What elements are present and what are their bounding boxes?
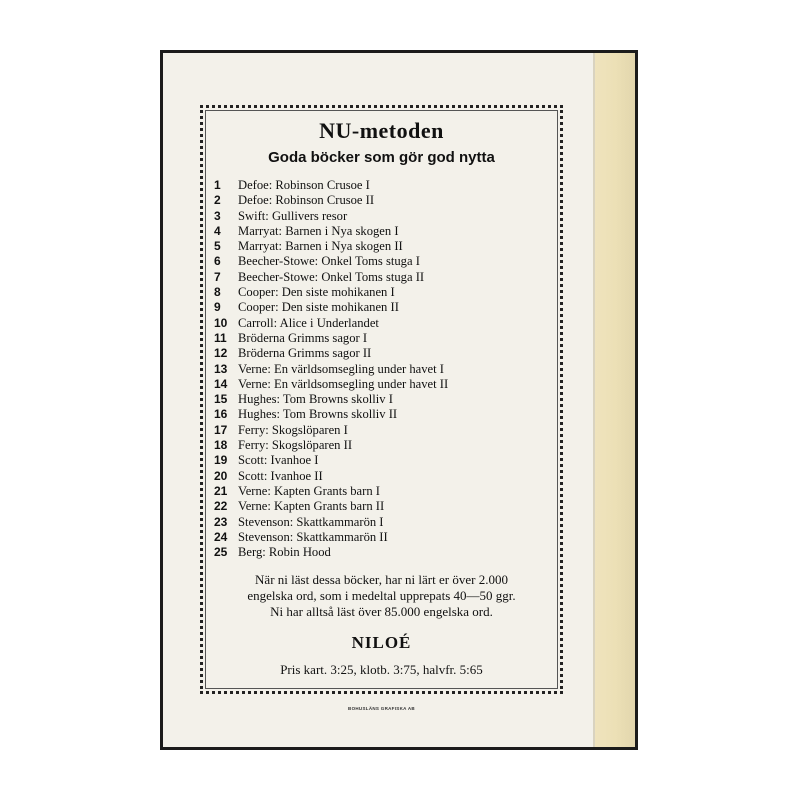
book-list-item [214, 254, 554, 269]
book-title: Swift: Gullivers resor [238, 208, 348, 223]
book-number: 6 [214, 254, 221, 269]
book-title: Cooper: Den siste mohikanen I [238, 285, 395, 300]
book-title: Verne: En världsomsegling under havet II [238, 376, 449, 391]
book-number: 9 [214, 300, 221, 315]
price-line: Pris kart. 3:25, klotb. 3:75, halvfr. 5:65 [280, 662, 483, 677]
book-number: 8 [214, 285, 221, 300]
book-number: 4 [214, 223, 221, 238]
book-number: 25 [214, 545, 228, 560]
book-title: Hughes: Tom Browns skolliv I [238, 392, 393, 407]
book-list-item [214, 453, 554, 468]
book-number: 16 [214, 407, 228, 422]
book-title: Marryat: Barnen i Nya skogen I [238, 223, 399, 238]
book-list-item [214, 484, 554, 499]
book-title: Hughes: Tom Browns skolliv II [238, 407, 398, 422]
book-number: 21 [214, 483, 228, 498]
book-list-item [214, 224, 554, 239]
book-list-item [214, 499, 554, 514]
book-title: Scott: Ivanhoe II [238, 468, 323, 483]
book-list-item [214, 515, 554, 530]
book-number: 24 [214, 529, 228, 544]
book-title: Scott: Ivanhoe I [238, 453, 319, 468]
book-number: 18 [214, 438, 228, 453]
book-list-item [214, 346, 554, 361]
book-title: Berg: Robin Hood [238, 545, 331, 560]
book-list-item [214, 285, 554, 300]
book-number: 19 [214, 453, 228, 468]
book-list-item [214, 407, 554, 422]
book-title: Verne: Kapten Grants barn I [238, 483, 380, 498]
summary-line: När ni läst dessa böcker, har ni lärt er över 2.000 [255, 572, 508, 587]
book-list [214, 178, 554, 560]
book-number: 11 [214, 330, 227, 345]
book-list-item [214, 209, 554, 224]
printer-imprint: BOHUSLÄNS GRAFISKA AB [348, 706, 415, 711]
book-number: 23 [214, 514, 228, 529]
book-title: Stevenson: Skattkammarön II [238, 529, 388, 544]
book-list-item [214, 362, 554, 377]
book-title: Stevenson: Skattkammarön I [238, 514, 384, 529]
book-list-item [214, 438, 554, 453]
book-number: 15 [214, 392, 228, 407]
book-list-item [214, 469, 554, 484]
book-number: 20 [214, 468, 228, 483]
book-title: Defoe: Robinson Crusoe II [238, 193, 375, 208]
book-title: Marryat: Barnen i Nya skogen II [238, 239, 403, 254]
book-list-item [214, 300, 554, 315]
book-number: 1 [214, 178, 221, 192]
summary-line: Ni har alltså läst över 85.000 engelska ord. [270, 604, 493, 619]
book-number: 5 [214, 239, 221, 254]
book-list-item [214, 377, 554, 392]
book-title: Beecher-Stowe: Onkel Toms stuga II [238, 269, 425, 284]
book-title: Bröderna Grimms sagor II [238, 346, 372, 361]
book-number: 22 [214, 499, 228, 514]
book-list-item [214, 392, 554, 407]
book-list-item [214, 239, 554, 254]
book-title: Defoe: Robinson Crusoe I [238, 178, 370, 192]
book-number: 10 [214, 315, 228, 330]
book-number: 3 [214, 208, 221, 223]
series-title: NU-metoden [319, 118, 444, 143]
book-list-item [214, 545, 554, 560]
publisher-brand: NILOÉ [351, 633, 412, 652]
book-title: Ferry: Skogslöparen I [238, 422, 348, 437]
series-subtitle: Goda böcker som gör god nytta [268, 149, 495, 166]
book-list-item [214, 530, 554, 545]
book-number: 12 [214, 346, 228, 361]
book-title: Verne: En världsomsegling under havet I [238, 361, 444, 376]
summary-text [200, 572, 563, 620]
book-list-item [214, 331, 554, 346]
summary-line: engelska ord, som i medeltal upprepats 40—50 ggr. [247, 588, 516, 603]
book-number: 13 [214, 361, 228, 376]
book-number: 17 [214, 422, 228, 437]
book-title: Beecher-Stowe: Onkel Toms stuga I [238, 254, 420, 269]
book-spine [595, 53, 635, 747]
book-title: Carroll: Alice i Underlandet [238, 315, 379, 330]
book-title: Ferry: Skogslöparen II [238, 438, 353, 453]
book-number: 7 [214, 269, 221, 284]
book-list-item [214, 316, 554, 331]
book-list-item [214, 178, 554, 193]
book-list-item [214, 270, 554, 285]
book-list-item [214, 423, 554, 438]
book-number: 2 [214, 193, 221, 208]
book-list-item [214, 193, 554, 208]
book-title: Bröderna Grimms sagor I [238, 330, 368, 345]
book-title: Verne: Kapten Grants barn II [238, 499, 385, 514]
book-number: 14 [214, 376, 228, 391]
book-title: Cooper: Den siste mohikanen II [238, 300, 399, 315]
